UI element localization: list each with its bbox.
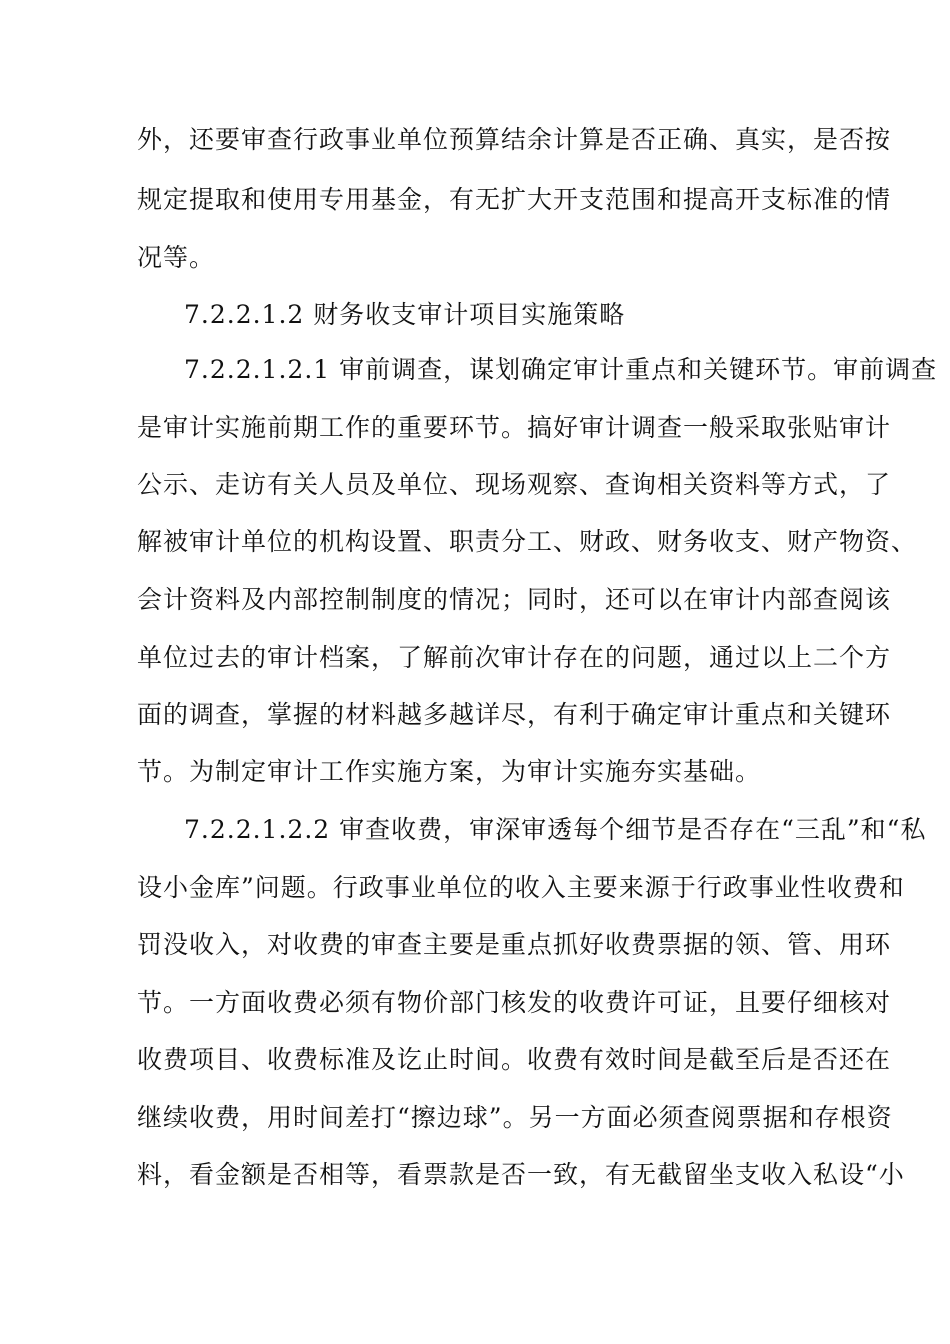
text-line: 罚没收入，对收费的审查主要是重点抓好收费票据的领、管、用环: [137, 930, 892, 959]
text-line: 节。为制定审计工作实施方案，为审计实施夯实基础。: [137, 757, 762, 786]
text-line: 7.2.2.1.2.1 审前调查，谋划确定审计重点和关键环节。审前调查: [184, 355, 938, 384]
text-line: 设小金库”问题。行政事业单位的收入主要来源于行政事业性收费和: [137, 873, 905, 902]
text-line: 是审计实施前期工作的重要环节。搞好审计调查一般采取张贴审计: [137, 413, 892, 442]
text-line: 节。一方面收费必须有物价部门核发的收费许可证，且要仔细核对: [137, 988, 892, 1017]
text-line: 况等。: [137, 243, 216, 272]
text-line: 会计资料及内部控制制度的情况；同时，还可以在审计内部查阅该: [137, 585, 892, 614]
text-line: 继续收费，用时间差打“擦边球”。另一方面必须查阅票据和存根资: [137, 1103, 893, 1132]
section-heading: 7.2.2.1.2 财务收支审计项目实施策略: [184, 300, 626, 329]
text-line: 料，看金额是否相等，看票款是否一致，有无截留坐支收入私设“小: [137, 1160, 905, 1189]
text-line: 解被审计单位的机构设置、职责分工、财政、财务收支、财产物资、: [137, 527, 918, 556]
text-line: 单位过去的审计档案，了解前次审计存在的问题，通过以上二个方: [137, 643, 892, 672]
text-line: 外，还要审查行政事业单位预算结余计算是否正确、真实，是否按: [137, 125, 892, 154]
text-line: 7.2.2.1.2.2 审查收费，审深审透每个细节是否存在“三乱”和“私: [184, 815, 927, 844]
text-line: 规定提取和使用专用基金，有无扩大开支范围和提高开支标准的情: [137, 185, 892, 214]
text-line: 面的调查，掌握的材料越多越详尽，有利于确定审计重点和关键环: [137, 700, 892, 729]
text-line: 公示、走访有关人员及单位、现场观察、查询相关资料等方式，了: [137, 470, 892, 499]
text-line: 收费项目、收费标准及讫止时间。收费有效时间是截至后是否还在: [137, 1045, 892, 1074]
